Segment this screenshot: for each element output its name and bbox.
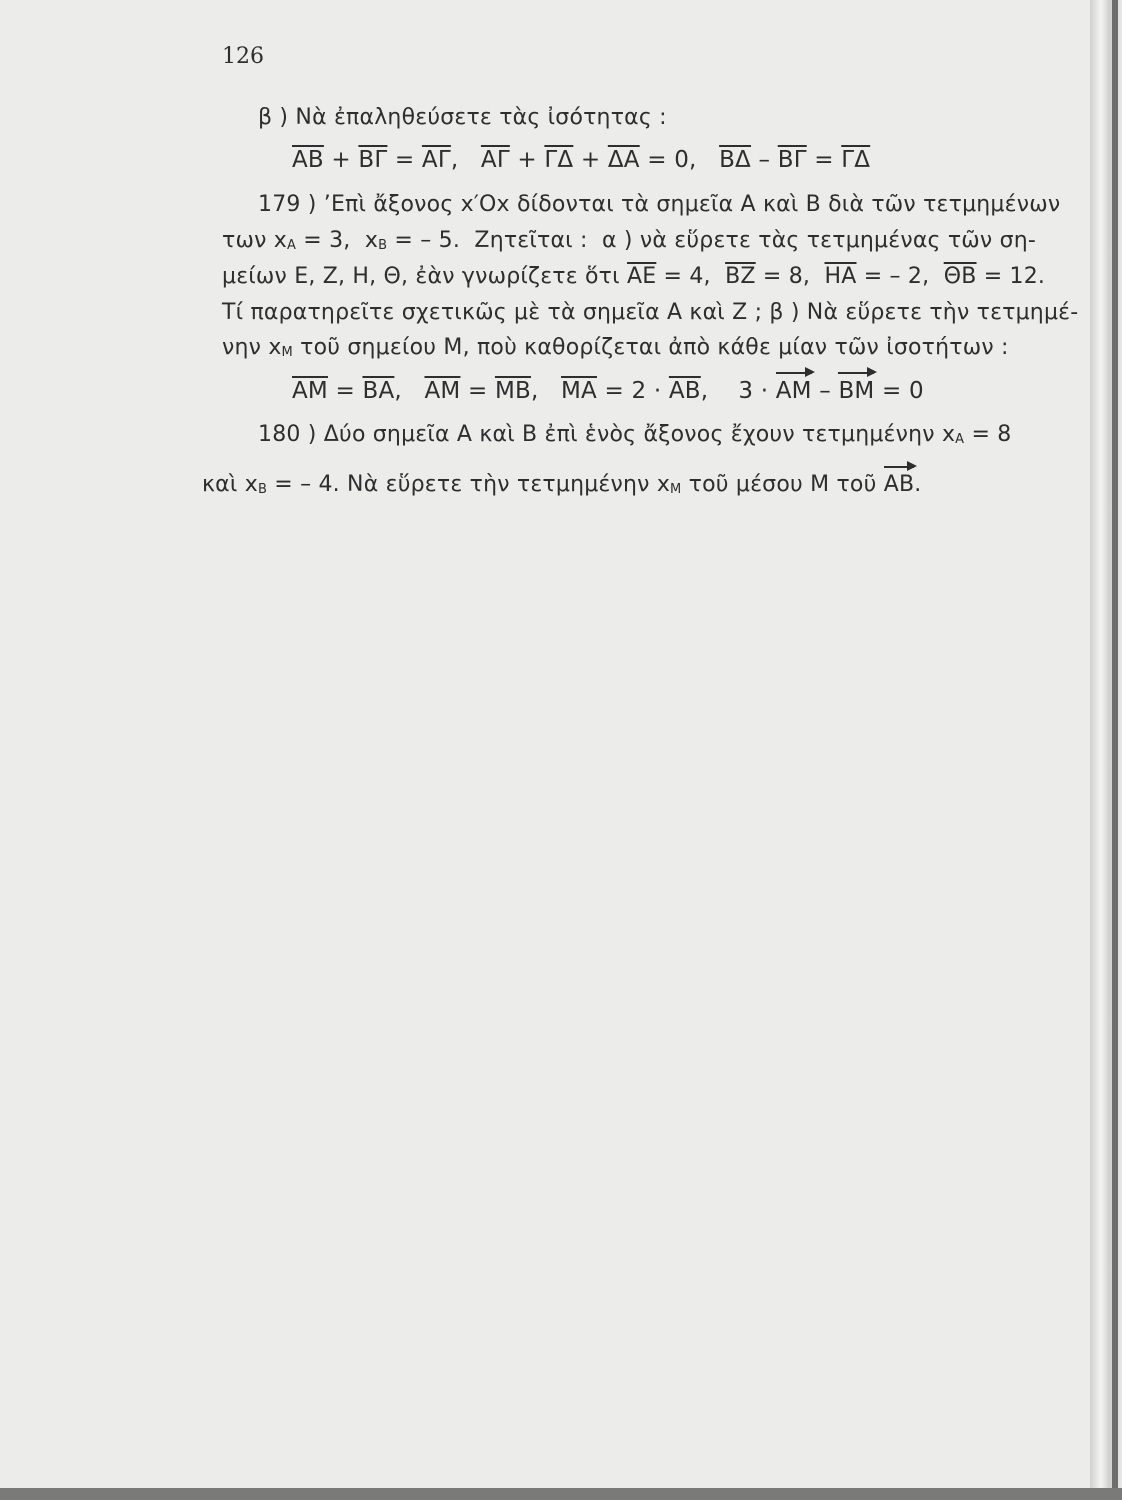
subscript: M bbox=[670, 482, 682, 497]
text: = 4, bbox=[656, 264, 726, 289]
text: β ) Νὰ ἐπαληθεύσετε τὰς ἰσότητας : bbox=[258, 105, 667, 130]
sep: , bbox=[530, 378, 562, 404]
line-exercise-179-cont bbox=[222, 228, 1036, 253]
line-verify-equalities bbox=[258, 105, 667, 130]
segment-bg: $\overline{B\Gamma}$ bbox=[777, 147, 807, 173]
segment-mb: $\overline{MB}$ bbox=[494, 378, 531, 404]
segment-ba: $\overline{BA}$ bbox=[362, 378, 395, 404]
line-coordinate-m bbox=[222, 335, 1009, 360]
op: = bbox=[806, 147, 842, 173]
line-exercise-179 bbox=[258, 192, 1060, 217]
line-vector-equalities bbox=[292, 378, 924, 404]
text: 179 ) ’Επὶ ἄξονος x′Ox δίδονται τὰ σημεῖα A καὶ B διὰ τῶν τετμημένων bbox=[258, 192, 1061, 217]
op: = 2 · bbox=[597, 378, 669, 404]
text: . bbox=[914, 472, 922, 497]
op: = 0 bbox=[874, 378, 924, 404]
op: + bbox=[573, 147, 608, 173]
line-equalities bbox=[292, 147, 870, 173]
segment-bg: $\overline{B\Gamma}$ bbox=[358, 147, 388, 173]
text: = – 2, bbox=[856, 264, 944, 289]
text: των x bbox=[222, 228, 287, 253]
text: = 12. bbox=[976, 264, 1046, 289]
segment-am: $\overline{AM}$ bbox=[424, 378, 461, 404]
subscript: M bbox=[281, 345, 293, 360]
text: = 8 bbox=[964, 422, 1012, 447]
line-points-e-z-h-th bbox=[222, 264, 1045, 289]
segment-ag: $\overline{A\Gamma}$ bbox=[421, 147, 451, 173]
text: καὶ x bbox=[202, 472, 258, 497]
text: = – 5. Ζητεῖται : α ) νὰ εὕρετε τὰς τετμημένας τῶν ση- bbox=[387, 228, 1037, 253]
sep: , 3 · bbox=[700, 378, 776, 404]
segment-ma: $\overline{MA}$ bbox=[561, 378, 597, 404]
text: = – 4. Νὰ εὕρετε τὴν τετμημένην x bbox=[267, 472, 671, 497]
subscript: A bbox=[286, 238, 297, 253]
subscript: B bbox=[378, 238, 388, 253]
page-number: 126 bbox=[222, 44, 264, 69]
segment-thb: $\overline{\Theta B}$ bbox=[943, 264, 977, 289]
segment-da: $\overline{\Delta A}$ bbox=[607, 147, 640, 173]
text: τοῦ μέσου M τοῦ bbox=[681, 472, 884, 497]
op: + bbox=[509, 147, 545, 173]
segment-ae: $\overline{AE}$ bbox=[626, 264, 657, 289]
segment-am: $\overline{AM}$ bbox=[292, 378, 328, 404]
op: = bbox=[327, 378, 363, 404]
page-edge-right bbox=[1090, 0, 1122, 1500]
line-exercise-180-cont bbox=[202, 472, 921, 497]
op: = bbox=[387, 147, 422, 173]
segment-gd: $\overline{\Gamma\Delta}$ bbox=[544, 147, 574, 173]
book-spine bbox=[1112, 0, 1118, 1500]
text: = 3, x bbox=[296, 228, 379, 253]
sep: , bbox=[450, 147, 481, 173]
text: 180 ) Δύο σημεῖα A καὶ B ἐπὶ ἑνὸς ἄξονος ἔχουν τετμημένην x bbox=[258, 422, 956, 447]
segment-bd: $\overline{B\Delta}$ bbox=[719, 147, 751, 173]
segment-ab: $\overline{AB}$ bbox=[668, 378, 701, 404]
op: – bbox=[751, 147, 778, 173]
segment-gd: $\overline{\Gamma\Delta}$ bbox=[841, 147, 871, 173]
subscript: A bbox=[955, 432, 965, 447]
subscript: B bbox=[257, 482, 268, 497]
line-exercise-180 bbox=[258, 422, 1011, 447]
text: νην x bbox=[222, 335, 282, 360]
page-edge-bottom bbox=[0, 1488, 1122, 1500]
text: μείων E, Z, H, Θ, ἐὰν γνωρίζετε ὅτι bbox=[222, 264, 627, 289]
op: – bbox=[811, 378, 839, 404]
line-observe bbox=[222, 300, 1078, 325]
op: = 0, bbox=[639, 147, 720, 173]
op: + bbox=[323, 147, 359, 173]
text: Τί παρατηρεῖτε σχετικῶς μὲ τὰ σημεῖα A καὶ Z ; β ) Νὰ εὕρετε τὴν τετμημέ- bbox=[222, 300, 1079, 325]
vector-bm: BM bbox=[838, 378, 875, 404]
segment-ag: $\overline{A\Gamma}$ bbox=[480, 147, 510, 173]
segment-bz: $\overline{BZ}$ bbox=[725, 264, 756, 289]
vector-am: AM bbox=[775, 378, 812, 404]
vector-ab: AB bbox=[883, 472, 915, 497]
text: = 8, bbox=[755, 264, 825, 289]
op: = bbox=[460, 378, 495, 404]
text: τοῦ σημείου M, ποὺ καθορίζεται ἀπὸ κάθε μίαν τῶν ἰσοτήτων : bbox=[292, 335, 1009, 360]
segment-ab: $\overline{AB}$ bbox=[292, 147, 324, 173]
segment-ha: $\overline{HA}$ bbox=[824, 264, 857, 289]
sep: , bbox=[394, 378, 425, 404]
